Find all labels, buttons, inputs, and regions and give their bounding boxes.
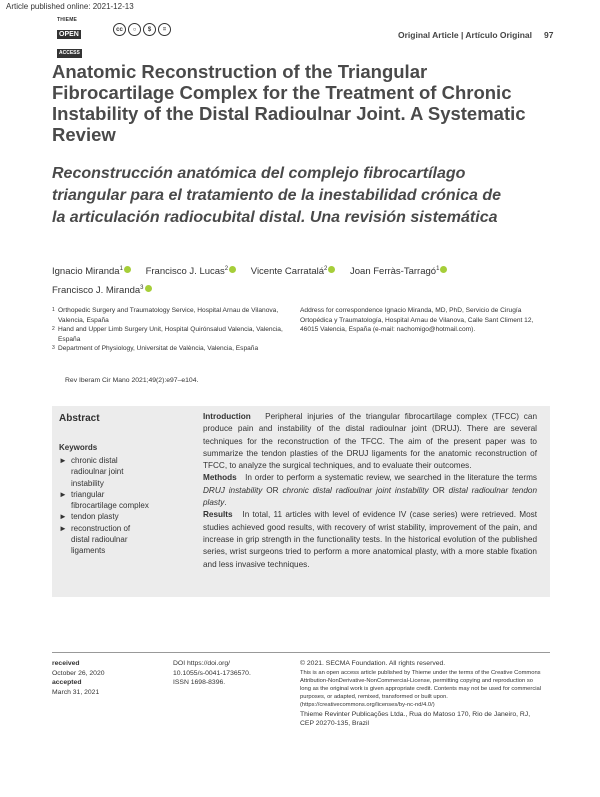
issn: ISSN 1698-8396. (173, 679, 226, 686)
orcid-icon[interactable] (145, 285, 152, 292)
keyword-item: ► chronic distal radioulnar joint instability (59, 456, 124, 488)
page-number: 97 (544, 30, 554, 40)
attribution-icon: ○ (128, 23, 141, 36)
noncommercial-icon: $ (143, 23, 156, 36)
abstract-results: Results In total, 11 articles with level of evidence IV (case series) were retrieved. Most studies achieved good results, with recovery of wrist stability, improvement of the pain, and increase in grip strength in the functionality tests. In the historical evolution of the published series, wrist surgeons tried to perform a more anatomical plasty, with a more stable fixation and less invasive techniques. (203, 510, 537, 569)
orcid-icon[interactable] (440, 266, 447, 273)
orcid-icon[interactable] (229, 266, 236, 273)
published-online-date: Article published online: 2021-12-13 (6, 2, 134, 11)
author: Ignacio Miranda$^1$ (52, 266, 131, 277)
affiliation: 1 Orthopedic Surgery and Traumatology Service, Hospital Arnau de Vilanova, Valencia, España (52, 307, 279, 324)
keyword-item: ► reconstruction of distal radioulnar ligaments (59, 523, 131, 556)
section-label: Original Article | Artículo Original (398, 30, 532, 40)
copyright-block (300, 659, 545, 729)
cc-icon: cc (113, 23, 126, 36)
author: Francisco J. Lucas$^2$ (146, 266, 237, 277)
keyword-item: ► tendon plasty (59, 512, 119, 522)
doi-block (173, 659, 283, 688)
keyword-item: ► triangular fibrocartilage complex (59, 489, 149, 511)
noderivatives-icon: = (158, 23, 171, 36)
thieme-open-access-logo (57, 17, 87, 56)
logo-access: ACCESS (59, 50, 80, 56)
author: Vicente Carratalá$^2$ (251, 266, 336, 277)
affiliation: 3 Department of Physiology, Universitat de València, Valencia, España (52, 345, 259, 353)
accepted-date: March 31, 2021 (52, 688, 100, 696)
license-text: This is an open access article published by Thieme under the terms of the Creative Commons Attribution-NonDerivative-NonCommercial-License, permitting copying and reproduction so long as the original work is given appropriate credit. Contents may not be used for commercial purposes, or adapted, remixed, transformed or built upon. (https://creativecommons.org/licenses/by-nc-nd/4.0/) (300, 669, 542, 709)
keywords-heading: Keywords (59, 443, 98, 452)
title-spanish: Reconstrucción anatómica del complejo fibrocartílago triangular para el tratamiento de la inestabilidad crónica de la articulación radiocubital distal. Una revisión sistemática (52, 165, 502, 226)
logo-open: OPEN (59, 31, 79, 38)
author: Francisco J. Miranda$^3$ (52, 285, 152, 296)
author-list (52, 261, 532, 299)
copyright: © 2021. SECMA Foundation. All rights reserved. (300, 660, 446, 667)
accepted-label: accepted (52, 679, 82, 686)
publisher-address: Thieme Revinter Publicações Ltda., Rua do Matoso 170, Rio de Janeiro, RJ, CEP 20270-135, Brazil (300, 710, 531, 728)
affiliation: 2 Hand and Upper Limb Surgery Unit, Hospital Quirónsalud Valencia, Valencia, España (52, 326, 283, 343)
doi-link[interactable]: DOI https://doi.org/ (173, 660, 231, 667)
dates-block (52, 659, 152, 697)
creative-commons-icons (113, 23, 171, 36)
title-english: Anatomic Reconstruction of the Triangular Fibrocartilage Complex for the Treatment of Chronic Instability of the Distal Radioulnar Joint. A Systematic Review (52, 61, 526, 145)
abstract-methods: Methods In order to perform a systematic review, we searched in the literature the terms DRUJ instability OR chronic distal radioulnar joint instability OR distal radioulnar tendon plasty. (203, 473, 538, 508)
footer-divider (52, 652, 550, 653)
keywords-list (59, 455, 149, 557)
citation: Rev Iberam Cir Mano 2021;49(2):e97–e104. (65, 377, 199, 384)
affiliations (52, 306, 287, 354)
logo-publisher: THIEME (57, 17, 78, 23)
orcid-icon[interactable] (328, 266, 335, 273)
orcid-icon[interactable] (124, 266, 131, 273)
author: Joan Ferràs-Tarragó$^1$ (350, 266, 447, 277)
abstract-heading: Abstract (59, 413, 100, 424)
received-date: October 26, 2020 (52, 669, 105, 677)
received-label: received (52, 660, 80, 667)
abstract-introduction: Introduction Peripheral injuries of the triangular fibrocartilage complex (TFCC) can produce pain and instability of the distal radioulnar joint (DRUJ). There are several techniques for the reconstruction of the TFCC. The aim of the present paper was to summarize the tendon plasties of the DRUJ ligaments for the anatomic reconstruction of TFCC, to analyze the surgical techniques, and to evaluate their outcomes. (203, 412, 537, 471)
correspondence-address: Address for correspondence Ignacio Miranda, MD, PhD, Servicio de Cirugía Ortopédica y Traumatología, Hospital Arnau de Vilanova, Calle Sant Climent 12, 46015 Valencia, España (e-mail: nachomigo@hotmail.com). (300, 307, 534, 334)
abstract-text (203, 411, 537, 571)
doi-value: 10.1055/s-0041-1736570. (173, 669, 251, 677)
